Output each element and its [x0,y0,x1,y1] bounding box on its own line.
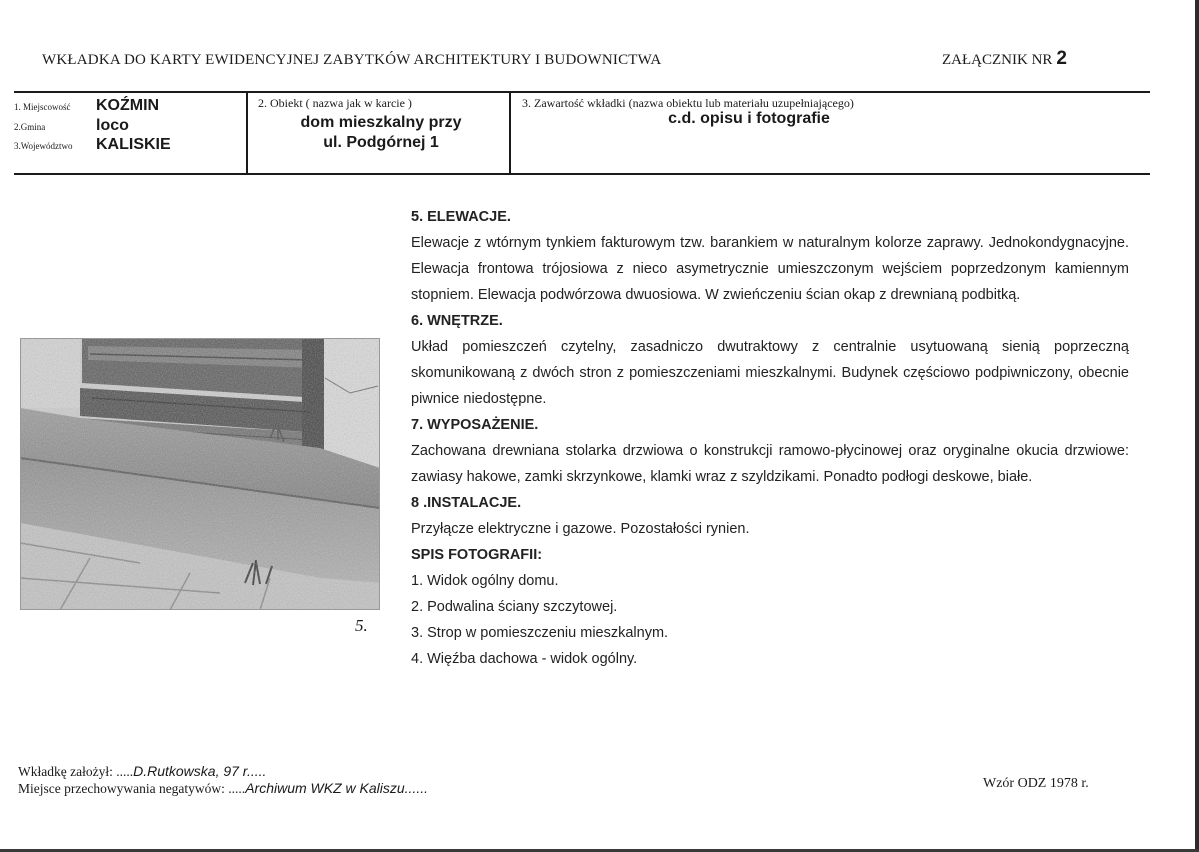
page-edge-right [1195,0,1199,852]
footer-author [18,763,266,780]
photo-list-item: 3. Strop w pomieszczeniu mieszkalnym. [411,625,669,641]
annex-label-text: ZAŁĄCZNIK NR [942,52,1053,68]
miejscowosc-label: 1. Miejscowość [14,102,71,112]
annex-number: 2 [1056,48,1067,69]
photo-list-item: 2. Podwalina ściany szczytowej. [411,599,618,615]
gmina-label: 2.Gmina [14,122,46,132]
section-heading-wyposazenie: 7. WYPOSAŻENIE. [411,417,539,433]
footer-storage [18,780,428,797]
photo-list-heading: SPIS FOTOGRAFII: [411,547,543,563]
description-content [411,204,1129,672]
author-label: Wkładkę założył: ..... [18,764,134,779]
gmina-value: loco [96,117,129,134]
object-label: 2. Obiekt ( nazwa jak w karcie ) [258,96,412,110]
contents-value: c.d. opisu i fotografie [668,110,830,127]
rule-top [14,91,1150,93]
object-value [250,113,512,153]
photo-stone-step-image [20,338,380,610]
field-miejscowosc [14,97,159,115]
object-line-1: dom mieszkalny przy [300,114,462,131]
storage-value: Archiwum WKZ w Kaliszu...... [245,780,428,796]
object-line-2: ul. Podgórnej 1 [323,134,439,151]
storage-label: Miejsce przechowywania negatywów: ..... [18,781,246,796]
contents-label: 3. Zawartość wkładki (nazwa obiektu lub materiału uzupełniającego) [522,96,854,110]
wojewodztwo-value: KALISKIE [96,136,171,153]
annex-label [942,48,1067,70]
field-wojewodztwo [14,136,171,154]
section-text-wyposazenie: Zachowana drewniana stolarka drzwiowa o konstrukcji ramowo-płycinowej oraz oryginalne okucia drzwiowe: zawiasy hakowe, zamki skrzynkowe, klamki wraz z szyldzikami. Ponadto podłogi deskowe, białe. [411,443,1129,485]
wojewodztwo-label: 3.Województwo [14,141,73,151]
form-template-label: Wzór ODZ 1978 r. [983,776,1089,791]
section-text-instalacje: Przyłącze elektryczne i gazowe. Pozostałości rynien. [411,521,750,537]
section-heading-wnetrze: 6. WNĘTRZE. [411,313,503,329]
column-divider-1 [246,92,248,174]
section-heading-elewacje: 5. ELEWACJE. [411,209,511,225]
section-text-wnetrze: Układ pomieszczeń czytelny, zasadniczo dwutraktowy z centralnie usytuowaną sienią poprzeczną skomunikowaną z dwóch stron z pomieszczeniami mieszkalnymi. Budynek częściowo podpiwniczony, obecnie piwnice niedostępne. [411,339,1129,407]
miejscowosc-value: KOŹMIN [96,97,160,114]
field-gmina [14,117,129,135]
photo-list-item: 4. Więźba dachowa - widok ogólny. [411,651,638,667]
author-value: D.Rutkowska, 97 r..... [133,763,267,779]
photo-number: 5. [355,616,368,635]
photo-list-item: 1. Widok ogólny domu. [411,573,559,589]
form-title: WKŁADKA DO KARTY EWIDENCYJNEJ ZABYTKÓW ARCHITEKTURY I BUDOWNICTWA [42,52,662,68]
rule-bottom [14,173,1150,175]
section-heading-instalacje: 8 .INSTALACJE. [411,495,522,511]
section-text-elewacje: Elewacje z wtórnym tynkiem fakturowym tzw. barankiem w naturalnym kolorze zaprawy. Jednokondygnacyjne. Elewacja frontowa trójosiowa z nieco asymetrycznie umieszczonym wejściem poprzedzonym kamiennym stopniem. Elewacja podwórzowa dwuosiowa. W zwieńczeniu ścian okap z drewnianą podbitką. [411,235,1129,303]
